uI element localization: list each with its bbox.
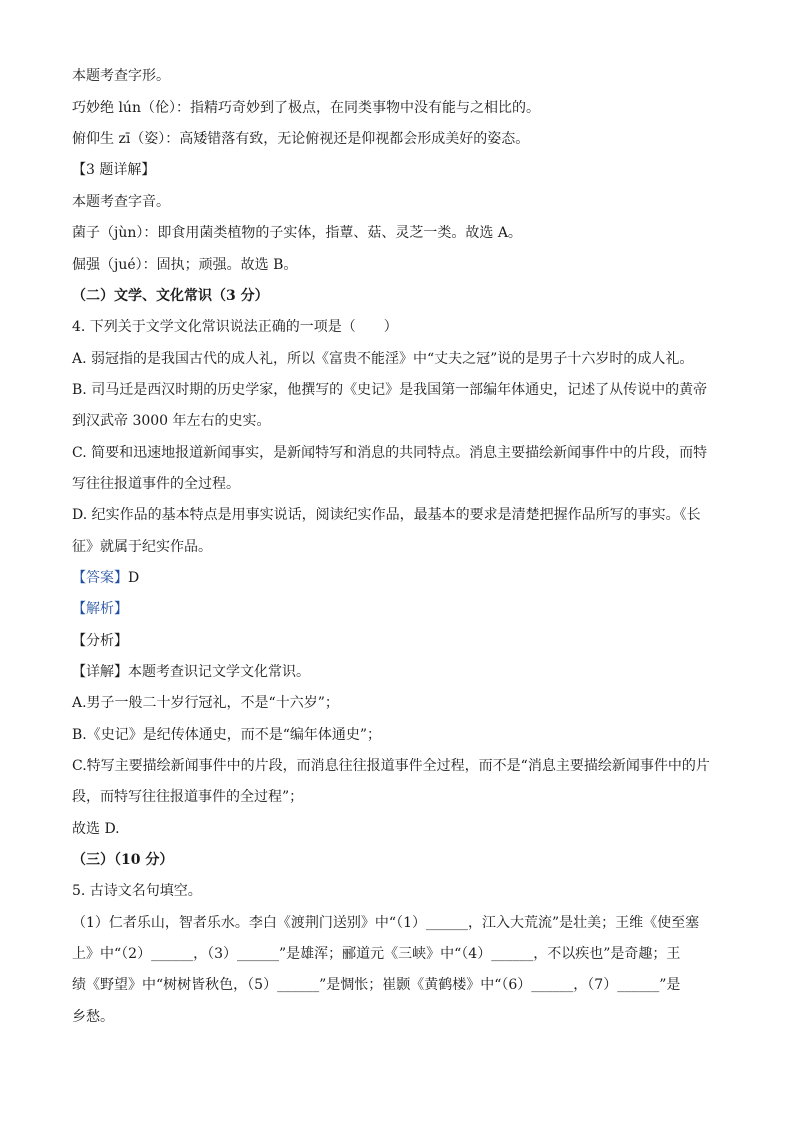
answer-line <box>72 568 722 588</box>
section-title: （三）（10 分） <box>72 852 174 868</box>
section-heading: 【3 题详解】 <box>72 162 156 178</box>
option-a: A. 弱冠指的是我国古代的成人礼，所以《富贵不能淫》中“丈夫之冠”说的是男子十六岁时的成人礼。 <box>72 351 694 367</box>
analysis-label: 【解析】 <box>72 601 128 617</box>
text-line: B.《史记》是纪传体通史，而不是“编年体通史”； <box>72 727 382 743</box>
detail-line <box>72 662 722 682</box>
text-line: 本题考查字音。 <box>72 194 170 210</box>
detail-label: 【详解】 <box>72 664 128 680</box>
option-b: B. 司马迁是西汉时期的历史学家，他撰写的《史记》是我国第一部编年体通史，记述了从传说中的黄帝 <box>72 382 708 398</box>
text-line: 巧妙绝 lún（伦）：指精巧奇妙到了极点，在同类事物中没有能与之相比的。 <box>72 100 540 116</box>
option-d: D. 纪实作品的基本特点是用事实说话，阅读纪实作品，最基本的要求是清楚把握作品所写的事实。《长 <box>72 507 701 523</box>
section-title: （二）文学、文化常识（3 分） <box>72 288 269 304</box>
fill-blank-line: （1）仁者乐山，智者乐水。李白《渡荆门送别》中“（1）______，江入大荒流”是壮美；王维《使至塞 <box>72 915 700 931</box>
answer-value: D <box>128 570 140 586</box>
text-line: 故选 D. <box>72 821 120 837</box>
answer-label: 【答案】 <box>72 570 128 586</box>
option-c-cont: 写往往报道事件的全过程。 <box>72 476 240 492</box>
text-line: 俯仰生 zī（姿）：高矮错落有致，无论俯视还是仰视都会形成美好的姿态。 <box>72 131 530 147</box>
fill-blank-line: 上》中“（2）______，（3）______”是雄浑；郦道元《三峡》中“（4）______，不以疾也”是奇趣；王 <box>72 946 681 962</box>
text-line: 倔强（jué）：固执；顽强。故选 B。 <box>72 257 298 273</box>
option-d-cont: 征》就属于纪实作品。 <box>72 539 212 555</box>
text-line: C.特写主要描绘新闻事件中的片段，而消息往往报道事件全过程，而不是“消息主要描绘新闻事件中的片 <box>72 758 710 774</box>
detail-text: 本题考查识记文学文化常识。 <box>128 664 310 680</box>
fill-blank-line: 绩《野望》中“树树皆秋色，（5）______”是惆怅；崔颢《黄鹤楼》中“（6）______，（7）______”是 <box>72 977 681 993</box>
option-b-cont: 到汉武帝 3000 年左右的史实。 <box>72 413 271 429</box>
text-line: 菌子（jùn）：即食用菌类植物的子实体，指蕈、菇、灵芝一类。故选 A。 <box>72 225 522 241</box>
breakdown-label: 【分析】 <box>72 633 128 649</box>
fill-blank-line: 乡愁。 <box>72 1009 114 1025</box>
option-c: C. 简要和迅速地报道新闻事实，是新闻特写和消息的共同特点。消息主要描绘新闻事件中的片段，而特 <box>72 445 708 461</box>
text-line: 本题考查字形。 <box>72 68 170 84</box>
question-stem: 4. 下列关于文学文化常识说法正确的一项是（ ） <box>72 319 398 335</box>
text-line: 段，而特写往往报道事件的全过程”； <box>72 789 304 805</box>
question-stem: 5. 古诗文名句填空。 <box>72 883 202 899</box>
text-line: A.男子一般二十岁行冠礼，不是“十六岁”； <box>72 695 339 711</box>
